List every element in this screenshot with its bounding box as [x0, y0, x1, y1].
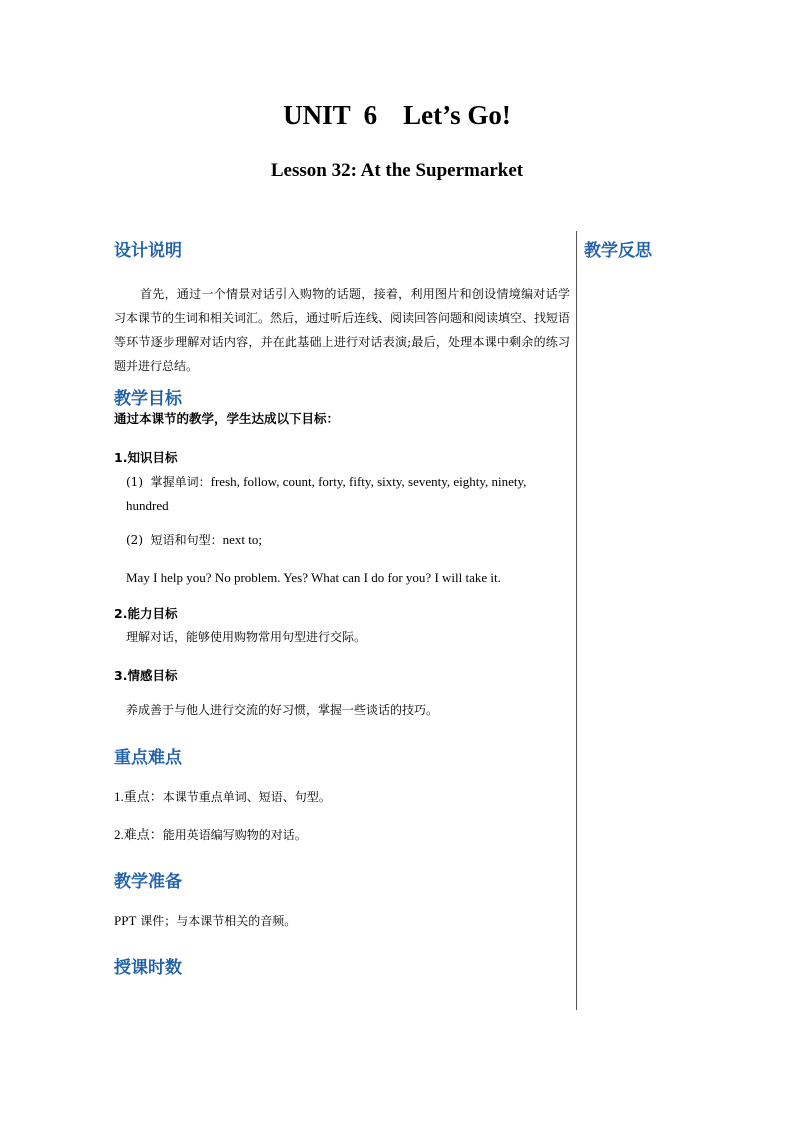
words-label: (1) 掌握单词： [126, 475, 211, 489]
column-divider [576, 231, 577, 1010]
design-body: 首先，通过一个情景对话引入购物的话题，接着，利用图片和创设情境编对话学习本课节的生词和相关词汇。然后，通过听后连线、阅读回答问题和阅读填空、找短语等环节逐步理解对话内容，并在此基础上进行对话表演;最后，处理本课中剩余的练习题并进行总结。 [114, 287, 571, 373]
side-column [584, 238, 764, 264]
goals-heading: 教学目标 [114, 389, 182, 409]
words-item [114, 470, 570, 518]
preparation-text: 课件；与本课节相关的音频。 [136, 914, 297, 928]
main-column [114, 238, 570, 981]
unit-number: UNIT 6 [283, 100, 378, 130]
sentences-item: May I help you? No problem. Yes? What can I do for you? I will take it. [126, 570, 501, 585]
words-list: fresh, follow, count, forty, fifty, sixty, seventy, eighty, ninety, hundred [126, 474, 527, 513]
unit-name: Let’s Go! [403, 100, 511, 130]
difficulty-item [114, 823, 570, 847]
preparation-heading: 教学准备 [114, 872, 182, 892]
lesson-title: Lesson 32: At the Supermarket [270, 160, 524, 181]
ability-heading: 2.能力目标 [114, 606, 178, 621]
emotion-text: 养成善于与他人进行交流的好习惯，掌握一些谈话的技巧。 [126, 703, 439, 717]
preparation-item [114, 909, 570, 933]
knowledge-heading: 1.知识目标 [114, 450, 178, 465]
focus-label: 1.重点： [114, 789, 163, 804]
phrases-item [114, 528, 570, 552]
focus-text: 本课节重点单词、短语、句型。 [162, 790, 331, 804]
phrases-label: (2) 短语和句型： [126, 533, 223, 547]
difficulty-text: 能用英语编写购物的对话。 [162, 828, 307, 842]
preparation-label: PPT [114, 913, 137, 928]
difficulty-label: 2.难点： [114, 827, 163, 842]
periods-heading: 授课时数 [114, 958, 182, 978]
key-points-heading: 重点难点 [114, 748, 182, 768]
unit-title [0, 100, 794, 131]
goals-intro: 通过本课节的教学，学生达成以下目标： [114, 411, 340, 426]
focus-item [114, 785, 570, 809]
phrases-list: next to; [222, 532, 262, 547]
design-heading: 设计说明 [114, 241, 182, 261]
reflection-heading: 教学反思 [584, 241, 652, 261]
ability-text: 理解对话，能够使用购物常用句型进行交际。 [126, 630, 367, 644]
emotion-heading: 3.情感目标 [114, 668, 178, 683]
